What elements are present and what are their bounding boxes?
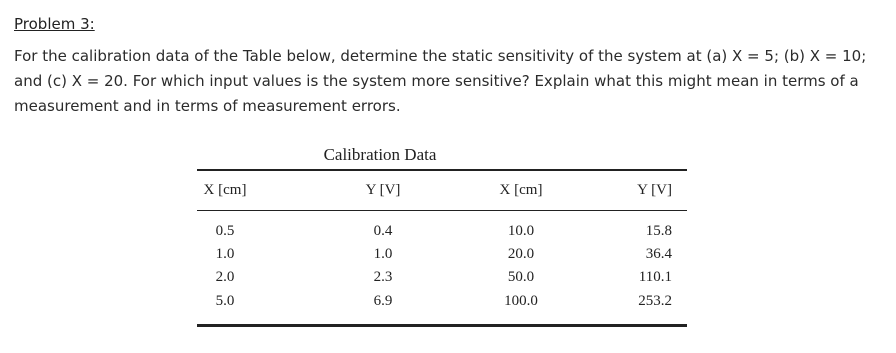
calibration-table — [197, 169, 687, 329]
table-cell: 110.1 — [638, 269, 672, 285]
table-cell: 2.0 — [215, 269, 235, 285]
table-top-rule — [197, 169, 687, 171]
table-cell: 1.0 — [215, 246, 235, 262]
table-cell: 6.9 — [373, 293, 393, 309]
column-header-y-1: Y [V] — [365, 182, 401, 198]
problem-statement: For the calibration data of the Table below, determine the static sensitivity of the system at (a) X = 5; (b) X = 10; and (c) X = 20. For which input values is the system more sensitive? Explain what this might mean in terms of a measurement and in terms of measurement errors. — [14, 47, 867, 115]
column-header-x-2: X [cm] — [499, 182, 543, 198]
table-cell: 0.4 — [373, 223, 393, 239]
table-header-rule — [197, 210, 687, 211]
table-cell: 10.0 — [507, 223, 535, 239]
table-cell: 50.0 — [507, 269, 535, 285]
table-cell: 20.0 — [507, 246, 535, 262]
table-cell: 15.8 — [645, 223, 672, 239]
table-caption: Calibration Data — [323, 145, 437, 164]
table-cell: 5.0 — [215, 293, 235, 309]
table-cell: 100.0 — [504, 293, 538, 309]
table-cell: 0.5 — [215, 223, 235, 239]
table-cell: 2.3 — [373, 269, 393, 285]
table-cell: 36.4 — [645, 246, 672, 262]
column-header-x-1: X [cm] — [203, 182, 247, 198]
table-cell: 253.2 — [638, 293, 672, 309]
problem-title: Problem 3: — [14, 15, 95, 33]
table-cell: 1.0 — [373, 246, 393, 262]
column-header-y-2: Y [V] — [637, 182, 672, 198]
table-bottom-rule — [197, 324, 687, 327]
